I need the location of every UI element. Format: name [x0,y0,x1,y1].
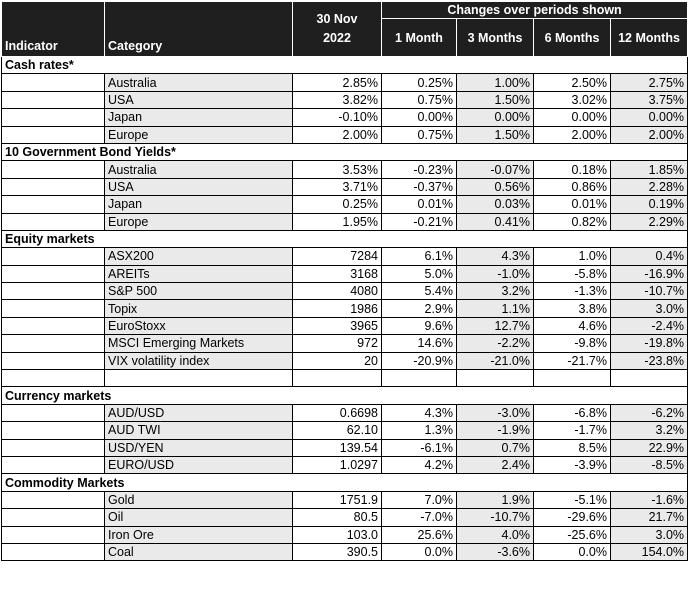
table-row [2,161,688,178]
change-cell: 4.3% [382,404,457,421]
change-cell: -3.0% [457,404,534,421]
table-row [2,543,688,560]
section-header-row [2,230,688,247]
indicator-cell [2,161,105,178]
value-cell: 0.25% [293,196,382,213]
change-cell: -21.7% [534,352,611,369]
change-cell: 2.28% [611,178,688,195]
indicator-cell [2,317,105,334]
category-cell: USA [105,178,293,195]
change-cell: 0.01% [534,196,611,213]
period-header: 12 Months [611,19,688,57]
section-title: Commodity Markets [2,474,688,491]
change-cell: 3.75% [611,91,688,108]
change-cell: 1.1% [457,300,534,317]
change-cell: -16.9% [611,265,688,282]
period-header: 6 Months [534,19,611,57]
change-cell: 0.0% [534,543,611,560]
table-row [2,109,688,126]
table-row [2,352,688,369]
value-cell: 3.53% [293,161,382,178]
indicator-cell [2,248,105,265]
category-cell: Coal [105,543,293,560]
change-cell: -8.5% [611,456,688,473]
value-cell: 139.54 [293,439,382,456]
change-cell: -10.7% [457,509,534,526]
category-cell: USA [105,91,293,108]
value-cell: 2.85% [293,74,382,91]
table-row [2,509,688,526]
table-row [2,178,688,195]
section-header-row [2,387,688,404]
change-cell: 0.56% [457,178,534,195]
change-cell: -0.23% [382,161,457,178]
table-body [2,57,688,561]
change-cell: 4.6% [534,317,611,334]
value-cell: 20 [293,352,382,369]
change-cell: 0.75% [382,91,457,108]
table-row [2,126,688,143]
category-cell: AUD/USD [105,404,293,421]
change-cell: 0.86% [534,178,611,195]
category-cell: AUD TWI [105,422,293,439]
table-row [2,491,688,508]
change-cell: 3.8% [534,300,611,317]
category-cell: S&P 500 [105,283,293,300]
indicator-cell [2,526,105,543]
category-cell: Iron Ore [105,526,293,543]
change-cell: 0.01% [382,196,457,213]
table-row [2,317,688,334]
change-cell: 3.2% [611,422,688,439]
value-cell: 1986 [293,300,382,317]
date-header [293,2,382,57]
change-cell: -0.37% [382,178,457,195]
category-cell: AREITs [105,265,293,282]
category-cell: EuroStoxx [105,317,293,334]
change-cell: 2.9% [382,300,457,317]
category-cell: Oil [105,509,293,526]
value-cell: 3168 [293,265,382,282]
change-cell: 0.0% [382,543,457,560]
indicator-cell [2,456,105,473]
header-row-top [2,2,688,19]
change-cell: -9.8% [534,335,611,352]
period-header: 3 Months [457,19,534,57]
change-cell: 0.00% [534,109,611,126]
value-cell: 80.5 [293,509,382,526]
value-cell: 1.0297 [293,456,382,473]
category-header: Category [105,2,293,57]
change-cell: -19.8% [611,335,688,352]
section-title: Currency markets [2,387,688,404]
section-header-row [2,57,688,74]
indicator-cell [2,196,105,213]
change-cell: 0.00% [382,109,457,126]
indicator-header: Indicator [2,2,105,57]
table-row [2,456,688,473]
change-cell: -3.6% [457,543,534,560]
indicator-cell [2,491,105,508]
value-cell: 62.10 [293,422,382,439]
indicator-cell [2,213,105,230]
change-cell: 2.00% [611,126,688,143]
blank-cell [534,370,611,387]
blank-row [2,370,688,387]
change-cell: -29.6% [534,509,611,526]
change-cell: 0.18% [534,161,611,178]
blank-cell [105,370,293,387]
market-indicators-table [1,1,688,561]
section-header-row [2,143,688,160]
change-cell: -1.7% [534,422,611,439]
table-row [2,422,688,439]
table-row [2,91,688,108]
indicator-cell [2,109,105,126]
category-cell: Topix [105,300,293,317]
change-cell: -7.0% [382,509,457,526]
blank-cell [293,370,382,387]
value-cell: 2.00% [293,126,382,143]
change-cell: -25.6% [534,526,611,543]
change-cell: 1.3% [382,422,457,439]
value-cell: 103.0 [293,526,382,543]
category-cell: Australia [105,161,293,178]
indicator-cell [2,300,105,317]
indicator-cell [2,265,105,282]
date-header-line2: 2022 [323,31,351,45]
change-cell: 1.00% [457,74,534,91]
change-cell: -1.0% [457,265,534,282]
value-cell: 3.71% [293,178,382,195]
change-cell: 22.9% [611,439,688,456]
change-cell: -20.9% [382,352,457,369]
change-cell: 3.0% [611,526,688,543]
category-cell: Japan [105,196,293,213]
blank-cell [457,370,534,387]
table-row [2,74,688,91]
change-cell: 21.7% [611,509,688,526]
change-cell: 4.3% [457,248,534,265]
category-cell: MSCI Emerging Markets [105,335,293,352]
change-cell: -2.4% [611,317,688,334]
change-cell: -1.6% [611,491,688,508]
change-cell: -6.8% [534,404,611,421]
change-cell: 0.4% [611,248,688,265]
change-cell: -0.07% [457,161,534,178]
category-cell: Japan [105,109,293,126]
change-cell: 25.6% [382,526,457,543]
indicator-cell [2,178,105,195]
category-cell: USD/YEN [105,439,293,456]
value-cell: -0.10% [293,109,382,126]
table-row [2,526,688,543]
change-cell: 2.50% [534,74,611,91]
period-header: 1 Month [382,19,457,57]
change-cell: 9.6% [382,317,457,334]
change-cell: 5.0% [382,265,457,282]
indicator-cell [2,91,105,108]
category-cell: EURO/USD [105,456,293,473]
change-cell: -1.9% [457,422,534,439]
indicator-cell [2,126,105,143]
indicator-cell [2,283,105,300]
table-row [2,248,688,265]
table-row [2,196,688,213]
table-row [2,335,688,352]
change-cell: 8.5% [534,439,611,456]
blank-cell [2,370,105,387]
indicator-cell [2,74,105,91]
change-cell: 1.85% [611,161,688,178]
value-cell: 7284 [293,248,382,265]
value-cell: 4080 [293,283,382,300]
change-cell: 0.00% [457,109,534,126]
change-cell: -5.1% [534,491,611,508]
table-row [2,265,688,282]
indicator-cell [2,335,105,352]
change-cell: 4.2% [382,456,457,473]
category-cell: VIX volatility index [105,352,293,369]
change-cell: -3.9% [534,456,611,473]
change-cell: 2.00% [534,126,611,143]
table-row [2,300,688,317]
value-cell: 972 [293,335,382,352]
change-cell: 1.9% [457,491,534,508]
change-cell: 0.19% [611,196,688,213]
change-cell: 0.41% [457,213,534,230]
change-cell: 14.6% [382,335,457,352]
change-cell: 4.0% [457,526,534,543]
change-cell: -2.2% [457,335,534,352]
change-cell: 3.2% [457,283,534,300]
category-cell: ASX200 [105,248,293,265]
change-cell: 1.50% [457,126,534,143]
indicator-cell [2,404,105,421]
category-cell: Gold [105,491,293,508]
change-cell: 2.4% [457,456,534,473]
section-header-row [2,474,688,491]
date-header-line1: 30 Nov [316,12,358,26]
change-cell: 5.4% [382,283,457,300]
indicator-cell [2,439,105,456]
value-cell: 1751.9 [293,491,382,508]
change-cell: 0.03% [457,196,534,213]
change-cell: -5.8% [534,265,611,282]
change-cell: -10.7% [611,283,688,300]
value-cell: 1.95% [293,213,382,230]
change-cell: 3.02% [534,91,611,108]
change-cell: 1.0% [534,248,611,265]
change-cell: -6.2% [611,404,688,421]
change-cell: -1.3% [534,283,611,300]
value-cell: 0.6698 [293,404,382,421]
change-cell: 0.82% [534,213,611,230]
section-title: 10 Government Bond Yields* [2,143,688,160]
indicator-cell [2,509,105,526]
blank-cell [611,370,688,387]
change-cell: 0.75% [382,126,457,143]
value-cell: 3.82% [293,91,382,108]
value-cell: 390.5 [293,543,382,560]
change-cell: 0.00% [611,109,688,126]
section-title: Equity markets [2,230,688,247]
indicator-cell [2,543,105,560]
table-row [2,213,688,230]
change-cell: 6.1% [382,248,457,265]
change-cell: 154.0% [611,543,688,560]
table-row [2,283,688,300]
change-cell: -23.8% [611,352,688,369]
change-cell: -21.0% [457,352,534,369]
change-cell: 3.0% [611,300,688,317]
change-cell: 1.50% [457,91,534,108]
table-row [2,404,688,421]
section-title: Cash rates* [2,57,688,74]
change-cell: -0.21% [382,213,457,230]
change-cell: 12.7% [457,317,534,334]
indicator-cell [2,422,105,439]
indicator-cell [2,352,105,369]
table-row [2,439,688,456]
changes-header: Changes over periods shown [382,2,688,19]
blank-cell [382,370,457,387]
value-cell: 3965 [293,317,382,334]
change-cell: 7.0% [382,491,457,508]
change-cell: 2.75% [611,74,688,91]
change-cell: -6.1% [382,439,457,456]
category-cell: Europe [105,126,293,143]
change-cell: 0.7% [457,439,534,456]
category-cell: Australia [105,74,293,91]
change-cell: 0.25% [382,74,457,91]
change-cell: 2.29% [611,213,688,230]
category-cell: Europe [105,213,293,230]
